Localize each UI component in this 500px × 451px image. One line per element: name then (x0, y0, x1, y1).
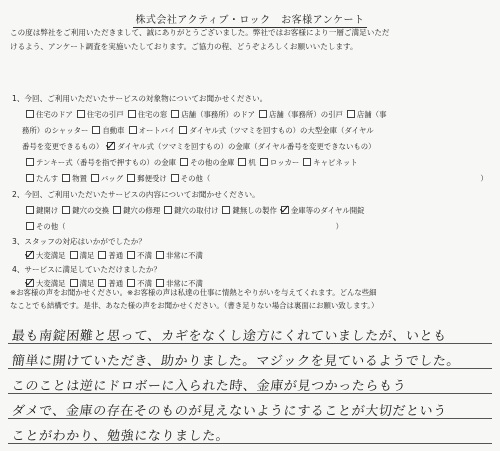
checkbox[interactable] (179, 126, 187, 134)
option[interactable] (22, 110, 73, 119)
option-label: 鍵開け (36, 206, 59, 215)
option[interactable] (234, 158, 255, 167)
option-label: 普通 (108, 251, 124, 260)
option-label: 務所）のシャッター (22, 126, 89, 135)
checkbox[interactable] (26, 158, 34, 166)
checkbox[interactable] (260, 158, 268, 166)
checkbox[interactable] (26, 251, 34, 259)
checkbox[interactable] (77, 110, 85, 118)
option[interactable] (88, 126, 124, 135)
voice-note-line: ※お客様の声をお聞かせください。※お客様の声は私達の仕事に情熱とやりがいを与えてくれます。どんな些細 (10, 288, 377, 297)
checkbox[interactable] (26, 206, 34, 214)
question-4: 4、サービスに満足していただけましたか？ (12, 265, 162, 274)
option-label: ダイヤル式（ツマミを回すもの）の大型金庫（ダイヤル (189, 126, 374, 135)
close-paren: ） (335, 222, 343, 231)
checkbox[interactable] (26, 174, 34, 182)
option[interactable] (87, 174, 123, 183)
checkbox[interactable] (171, 174, 179, 182)
question-1: 1、今回、ご利用いただいたサービスの対象物についてお聞かせください。 (12, 94, 268, 103)
option-row (22, 125, 374, 136)
option[interactable] (218, 206, 276, 215)
option[interactable] (152, 251, 203, 260)
checkbox[interactable] (180, 158, 188, 166)
survey-title: 株式会社アクティブ・ロック お客様アンケート (135, 15, 365, 26)
option-label: 住宅のドア (36, 110, 73, 119)
option-label: その他（ (180, 174, 211, 183)
checkbox[interactable] (113, 206, 121, 214)
handwritten-line: 最も南錠困難と思って、カギをなくし途方にくれていましたが、いとも (11, 329, 448, 344)
option[interactable] (22, 251, 66, 260)
option-row (22, 250, 203, 261)
checkbox[interactable] (347, 110, 355, 118)
option-label: その他（ (36, 222, 66, 231)
option-label: 住宅の窓 (137, 110, 168, 119)
option-label: 鍵無しの製作 (232, 206, 277, 215)
option-label: 不満 (137, 279, 152, 288)
option[interactable] (22, 158, 176, 167)
handwritten-line: ダメで、金庫の存在そのものが見えないようにすることが大切だという (11, 404, 448, 419)
option[interactable] (167, 110, 255, 119)
option-label: バッグ (100, 174, 124, 183)
intro-line: この度は弊社をご利用いただきまして、誠にありがとうございました。弊社ではお客様により一層ご満足いただ (10, 28, 390, 37)
handwritten-line: 簡単に開けていただき、助かりました。マジックを見ているようでした。 (11, 354, 461, 369)
checkbox[interactable] (259, 110, 267, 118)
checkbox[interactable] (62, 174, 70, 182)
checkbox[interactable] (238, 158, 246, 166)
checkbox[interactable] (98, 251, 106, 259)
option[interactable] (22, 174, 58, 183)
handwritten-line: このことは逆にドロボーに入られた時、金庫が見つかったらもう (11, 379, 407, 394)
option-label: 鍵穴の修理 (123, 206, 161, 215)
option-label: 住宅の引戸 (86, 110, 124, 119)
option[interactable] (103, 142, 375, 151)
option-label: その他の金庫 (190, 158, 235, 167)
checkbox[interactable] (26, 110, 34, 118)
option-row (22, 221, 343, 232)
option-label: 満足 (79, 279, 95, 288)
option[interactable] (22, 206, 58, 215)
checkbox[interactable] (70, 251, 78, 259)
option-row (22, 157, 358, 168)
checkbox[interactable] (156, 251, 164, 259)
option[interactable] (299, 158, 357, 167)
voice-note (10, 286, 495, 312)
option[interactable] (73, 110, 124, 119)
option[interactable] (58, 174, 87, 183)
handwritten-line: ことがわかり、勉強になりました。 (11, 429, 231, 444)
checkbox[interactable] (107, 142, 115, 150)
checkbox[interactable] (127, 174, 135, 182)
option[interactable] (22, 142, 103, 151)
checkbox[interactable] (281, 206, 289, 214)
option-label: 机 (248, 158, 256, 167)
option[interactable] (343, 110, 387, 119)
option[interactable] (22, 222, 66, 231)
option-label: 番号を変更できるもの） (22, 142, 104, 151)
option[interactable] (58, 206, 109, 215)
option-label: テンキー式（番号を指で押すもの）の金庫 (36, 158, 177, 167)
option-label: たんす (36, 174, 59, 183)
option-label: 鍵穴の交換 (72, 206, 110, 215)
close-paren: ） (480, 174, 488, 183)
option-label: 満足 (79, 251, 95, 260)
option-label: オートバイ (138, 126, 176, 135)
option-label: キャビネット (313, 158, 358, 167)
option[interactable] (277, 206, 365, 215)
option[interactable] (123, 174, 167, 183)
option-row (22, 141, 376, 152)
checkbox[interactable] (164, 206, 172, 214)
checkbox[interactable] (62, 206, 70, 214)
option-label: 金庫等のダイヤル開錠 (290, 206, 365, 215)
option-label: 普通 (108, 279, 124, 288)
option[interactable] (22, 126, 88, 135)
checkbox[interactable] (91, 174, 99, 182)
option[interactable] (66, 251, 95, 260)
option-label: 大変満足 (36, 279, 66, 288)
checkbox[interactable] (303, 158, 311, 166)
option-label: 鍵穴の取付け (174, 206, 219, 215)
checkbox[interactable] (222, 206, 230, 214)
intro-text (10, 26, 490, 54)
option[interactable] (167, 174, 211, 183)
checkbox[interactable] (127, 251, 135, 259)
option-label: 非常に不満 (165, 279, 203, 288)
option[interactable] (176, 158, 234, 167)
option-label: ダイヤル式（ツマミを回すもの）の金庫（ダイヤル番号を変更できないもの） (117, 142, 376, 151)
option-label: ロッカー (269, 158, 300, 167)
option-row (22, 205, 365, 216)
option-label: 店舗（事 (356, 110, 387, 119)
option[interactable] (123, 251, 152, 260)
option-label: 不満 (137, 251, 152, 260)
option-row (22, 173, 488, 184)
checkbox[interactable] (171, 110, 179, 118)
option-label: 物置 (72, 174, 87, 183)
option[interactable] (94, 251, 123, 260)
option-label: 大変満足 (36, 251, 66, 260)
option[interactable] (255, 110, 343, 119)
option[interactable] (125, 126, 176, 135)
checkbox[interactable] (128, 110, 136, 118)
voice-note-line: なことでも結構です。是非、あなた様の声をお聞かせください。（書き足りない場合は裏面にお願い致します。） (10, 301, 379, 310)
option[interactable] (160, 206, 218, 215)
checkbox[interactable] (26, 222, 34, 230)
option-label: 自動車 (102, 126, 125, 135)
option-label: 店舗（事務所）の引戸 (268, 110, 343, 119)
option[interactable] (256, 158, 299, 167)
option-label: 郵便受け (137, 174, 167, 183)
option-label: 店舗（事務所）のドア (181, 110, 255, 119)
option[interactable] (124, 110, 168, 119)
intro-line: けるよう、アンケート調査を実施いたしております。ご協力の程、どうぞよろしくお願いいたします。 (10, 42, 358, 51)
option-label: 非常に不満 (165, 251, 203, 260)
option-row (22, 109, 386, 120)
question-3: 3、スタッフの対応はいかがでしたか？ (12, 237, 146, 246)
question-2: 2、今回、ご利用いただいたサービスの内容についてお聞かせください。 (12, 190, 260, 199)
checkbox[interactable] (129, 126, 137, 134)
option[interactable] (175, 126, 373, 135)
option[interactable] (109, 206, 160, 215)
checkbox[interactable] (92, 126, 100, 134)
